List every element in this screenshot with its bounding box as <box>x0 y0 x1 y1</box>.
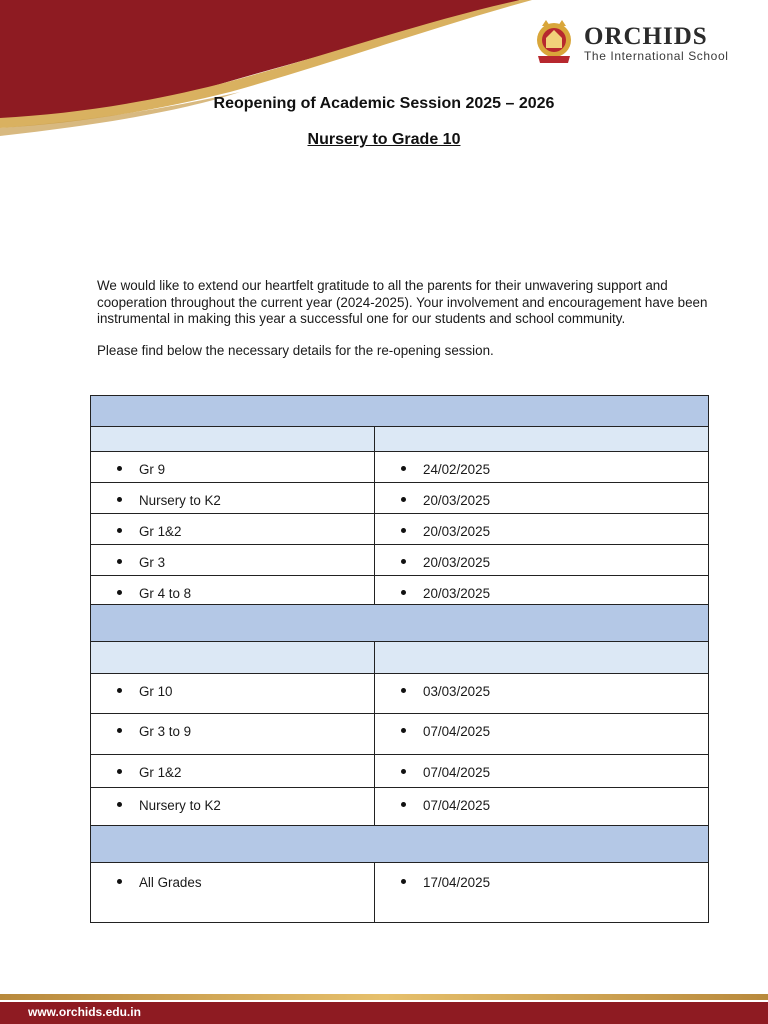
school-logo <box>528 18 728 68</box>
bullet-icon <box>401 802 406 807</box>
date-value: 24/02/2025 <box>423 462 491 477</box>
table-row <box>91 674 709 714</box>
date-value: 20/03/2025 <box>423 524 491 539</box>
column-header-cell <box>375 642 709 674</box>
bullet-icon <box>401 466 406 471</box>
date-value: 07/04/2025 <box>423 798 491 813</box>
details-line: Please find below the necessary details for the re-opening session. <box>97 343 494 358</box>
bullet-icon <box>117 802 122 807</box>
website-link[interactable]: www.orchids.edu.in <box>28 1005 141 1019</box>
bullet-icon <box>401 559 406 564</box>
column-header-cell <box>91 427 375 452</box>
bullet-icon <box>117 559 122 564</box>
column-header-cell <box>375 427 709 452</box>
date-value: 20/03/2025 <box>423 555 491 570</box>
bullet-icon <box>401 728 406 733</box>
table-row <box>91 452 709 483</box>
date-value: 20/03/2025 <box>423 493 491 508</box>
section-band <box>91 826 709 863</box>
date-value: 20/03/2025 <box>423 586 491 601</box>
brand-name: ORCHIDS <box>584 22 708 50</box>
intro-paragraph: We would like to extend our heartfelt gratitude to all the parents for their unwavering support and cooperation throughout the current year (2024-2025). Your involvement and encouragement have been instrumental in making this year a successful one for our students and school community. <box>97 278 708 326</box>
bullet-icon <box>117 728 122 733</box>
table-row <box>91 545 709 576</box>
bullet-icon <box>117 528 122 533</box>
section-band <box>91 396 709 427</box>
date-value: 07/04/2025 <box>423 724 491 739</box>
date-value: 17/04/2025 <box>423 875 491 890</box>
bullet-icon <box>401 497 406 502</box>
grade-label: Gr 10 <box>139 684 173 699</box>
table-row <box>91 788 709 826</box>
bullet-icon <box>401 688 406 693</box>
grade-label: Gr 1&2 <box>139 524 182 539</box>
date-value: 03/03/2025 <box>423 684 491 699</box>
document-subtitle: Nursery to Grade 10 <box>307 131 461 148</box>
footer-gold-stripe <box>0 994 768 1000</box>
table-row <box>91 514 709 545</box>
bullet-icon <box>117 688 122 693</box>
section-band <box>91 605 709 642</box>
bullet-icon <box>401 879 406 884</box>
bullet-icon <box>401 590 406 595</box>
document-title: Reopening of Academic Session 2025 – 2026 <box>213 95 555 112</box>
bullet-icon <box>117 879 122 884</box>
schedule-table <box>90 395 709 923</box>
brand-tagline: The International School <box>584 48 729 63</box>
grade-label: Gr 4 to 8 <box>139 586 192 601</box>
bullet-icon <box>117 769 122 774</box>
table-row <box>91 863 709 923</box>
table-row <box>91 755 709 788</box>
table-row <box>91 714 709 755</box>
bullet-icon <box>401 528 406 533</box>
column-header-cell <box>91 642 375 674</box>
bullet-icon <box>401 769 406 774</box>
grade-label: Gr 3 <box>139 555 166 570</box>
grade-label: Nursery to K2 <box>139 798 221 813</box>
crest-icon <box>528 18 580 68</box>
bullet-icon <box>117 590 122 595</box>
bullet-icon <box>117 497 122 502</box>
grade-label: All Grades <box>139 875 202 890</box>
date-value: 07/04/2025 <box>423 765 491 780</box>
grade-label: Nursery to K2 <box>139 493 221 508</box>
grade-label: Gr 9 <box>139 462 166 477</box>
grade-label: Gr 1&2 <box>139 765 182 780</box>
table-row <box>91 576 709 605</box>
bullet-icon <box>117 466 122 471</box>
grade-label: Gr 3 to 9 <box>139 724 192 739</box>
table-row <box>91 483 709 514</box>
